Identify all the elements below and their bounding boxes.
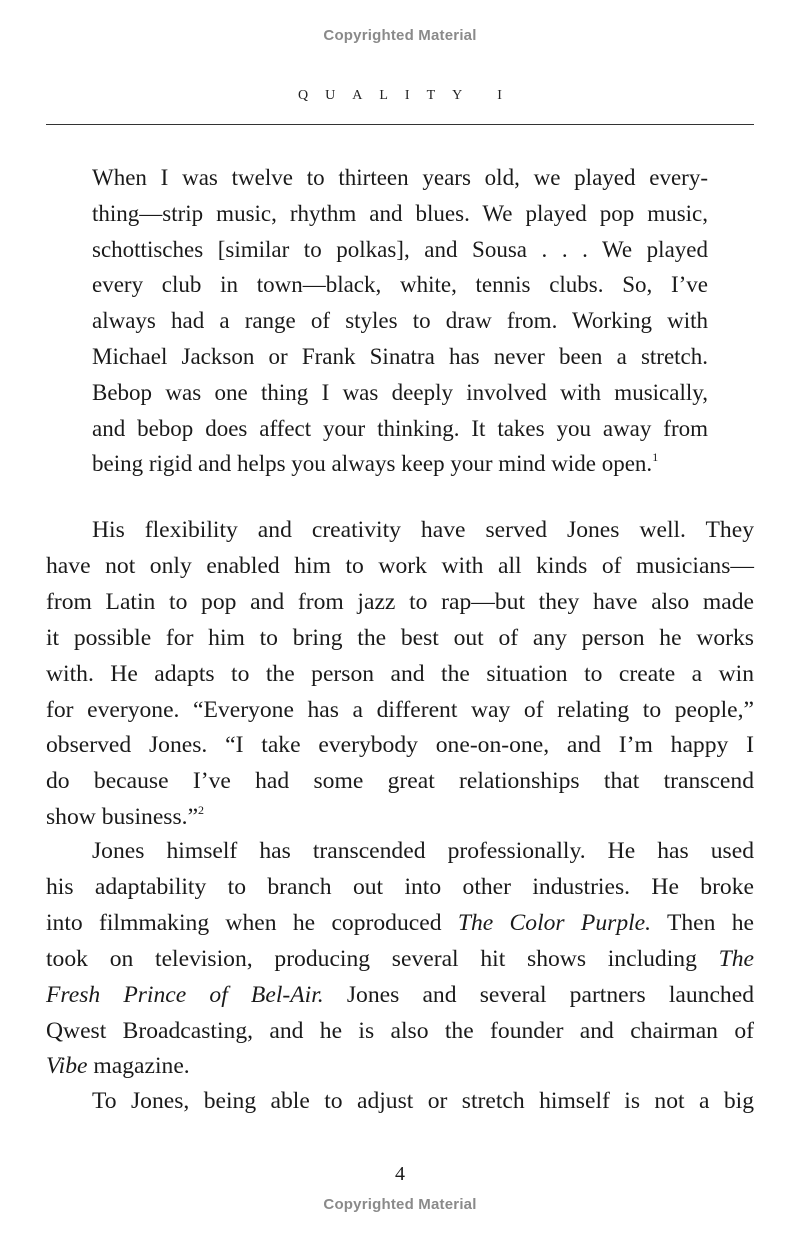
quote-line xyxy=(92,446,708,482)
show-title: Fresh Prince of Bel-Air. xyxy=(46,981,324,1008)
header-rule xyxy=(46,124,754,125)
paragraph-line xyxy=(46,906,754,942)
paragraph-1 xyxy=(46,513,754,836)
paragraph-text: Jones and several partners launched xyxy=(323,981,754,1008)
paragraph-line: Jones himself has transcended professionally. He has used xyxy=(92,838,754,864)
running-head-title: QUALITY xyxy=(298,88,480,103)
quote-line: thing—strip music, rhythm and blues. We played pop music, xyxy=(92,200,708,226)
paragraph-line: his adaptability to branch out into other industries. He broke xyxy=(46,873,754,900)
paragraph-line: His flexibility and creativity have served Jones well. They xyxy=(92,517,754,543)
paragraph-line xyxy=(46,800,754,836)
footnote-ref-1: 1 xyxy=(652,450,659,465)
paragraph-line: from Latin to pop and from jazz to rap—but they have also made xyxy=(46,588,754,615)
quote-line: schottisches [similar to polkas], and Sousa . . . We played xyxy=(92,236,708,262)
quote-line: Bebop was one thing I was deeply involved with musically, xyxy=(92,379,708,405)
paragraph-line xyxy=(46,1049,754,1085)
paragraph-line-text: show business.” xyxy=(46,804,199,831)
paragraph-2 xyxy=(46,834,754,1085)
page-number: 4 xyxy=(395,1163,405,1185)
paragraph-line xyxy=(46,942,754,978)
paragraph-line xyxy=(46,978,754,1014)
block-quote xyxy=(92,160,708,482)
paragraph-line: Qwest Broadcasting, and he is also the founder and chairman of xyxy=(46,1017,754,1044)
paragraph-text: magazine. xyxy=(87,1053,190,1080)
paragraph-line: it possible for him to bring the best out of any person he works xyxy=(46,624,754,651)
paragraph-line: To Jones, being able to adjust or stretch himself is not a big xyxy=(92,1088,754,1114)
quote-line-text: being rigid and helps you always keep your mind wide open. xyxy=(92,451,653,477)
quote-line: Michael Jackson or Frank Sinatra has never been a stretch. xyxy=(92,343,708,369)
magazine-title: Vibe xyxy=(46,1053,88,1080)
copyright-watermark-top: Copyrighted Material xyxy=(323,27,477,44)
paragraph-line: have not only enabled him to work with all kinds of musicians— xyxy=(46,552,754,579)
show-title: The xyxy=(718,945,754,972)
quote-line: and bebop does affect your thinking. It takes you away from xyxy=(92,415,708,441)
paragraph-text: took on television, producing several hit shows including xyxy=(46,945,719,972)
paragraph-line: do because I’ve had some great relationships that transcend xyxy=(46,768,754,795)
quote-line: always had a range of styles to draw from. Working with xyxy=(92,308,708,334)
copyright-watermark-bottom: Copyrighted Material xyxy=(323,1196,477,1213)
running-head xyxy=(0,88,800,104)
quote-line: When I was twelve to thirteen years old, we played every- xyxy=(92,165,708,190)
paragraph-3 xyxy=(46,1084,754,1120)
paragraph-line: observed Jones. “I take everybody one-on-one, and I’m happy I xyxy=(46,732,754,759)
paragraph-text: Then he xyxy=(651,909,755,936)
paragraph-text: into filmmaking when he coproduced xyxy=(46,909,458,936)
running-head-chapter: I xyxy=(497,88,502,103)
paragraph-line: with. He adapts to the person and the situation to create a win xyxy=(46,660,754,687)
quote-line: every club in town—black, white, tennis clubs. So, I’ve xyxy=(92,272,708,298)
paragraph-line: for everyone. “Everyone has a different way of relating to people,” xyxy=(46,696,754,723)
film-title: The Color Purple. xyxy=(457,909,652,936)
footnote-ref-2: 2 xyxy=(198,803,205,818)
